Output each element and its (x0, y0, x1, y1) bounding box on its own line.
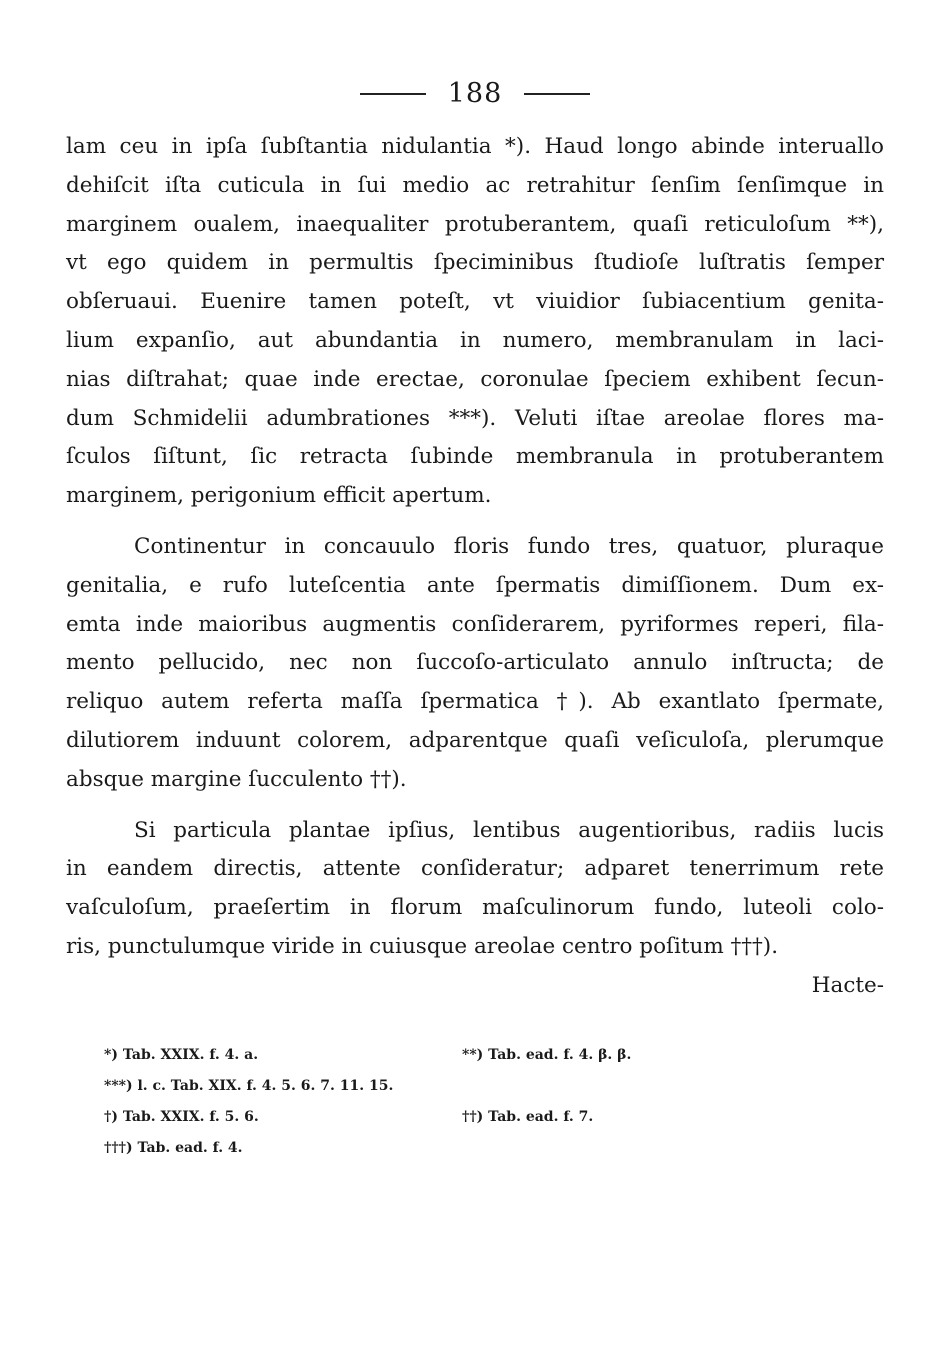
text-line: genitalia, e rufo luteſcentia ante ſpermatis dimiſſionem. Dum ex- (66, 572, 884, 598)
header-rule-left (360, 93, 426, 95)
text-line: vaſculoſum, praeſertim in florum maſculinorum fundo, luteoli colo- (66, 895, 884, 921)
text-line: mento pellucido, nec non ſuccoſo-articulato annulo inſtructa; de (66, 650, 884, 676)
text-line: nias diſtrahat; quae inde erectae, coronulae ſpeciem exhibent ſecun- (66, 366, 884, 392)
text-line: lium expanſio, aut abundantia in numero, membranulam in laci- (66, 327, 884, 353)
footnote: †††) Tab. ead. f. 4. (104, 1140, 243, 1156)
text-line: ſculos ſiſtunt, ſic retracta ſubinde membranula in protuberantem (66, 444, 884, 470)
text-line: obſeruaui. Euenire tamen poteſt, vt viuidior ſubiacentium genita- (66, 289, 884, 315)
text-line: absque margine ſucculento ††). (66, 766, 407, 792)
footnote: **) Tab. ead. f. 4. β. β. (462, 1047, 632, 1063)
text-line: marginem oualem, inaequaliter protuberantem, quaſi reticuloſum **), (66, 211, 884, 237)
header-rule-right (524, 93, 590, 95)
footnote: ***) l. c. Tab. XIX. f. 4. 5. 6. 7. 11. 15. (104, 1078, 394, 1094)
text-line: vt ego quidem in permultis ſpeciminibus ſtudioſe luſtratis ſemper (66, 250, 884, 276)
footnote: *) Tab. XXIX. f. 4. a. (104, 1047, 259, 1063)
page-header (0, 78, 950, 109)
text-line: dilutiorem induunt colorem, adparentque quaſi veſiculoſa, plerumque (66, 727, 884, 753)
text-line: emta inde maioribus augmentis conſiderarem, pyriformes reperi, fila- (66, 611, 884, 637)
footnote-row (104, 1133, 744, 1164)
text-line: Si particula plantae ipſius, lentibus augentioribus, radiis lucis (134, 817, 884, 843)
paragraph-1 (66, 128, 884, 516)
footnote-row (104, 1040, 744, 1071)
footnote: ††) Tab. ead. f. 7. (462, 1109, 594, 1125)
text-line: marginem, perigonium efficit apertum. (66, 483, 492, 509)
page-number: 188 (447, 78, 503, 109)
footnote-row (104, 1071, 744, 1102)
paragraph-2 (66, 528, 884, 800)
footnote-row (104, 1102, 744, 1133)
main-text (66, 128, 884, 1006)
text-line: ris, punctulumque viride in cuiusque areolae centro poſitum †††). (66, 933, 779, 959)
text-line: dum Schmidelii adumbrationes ***). Veluti iſtae areolae flores ma- (66, 405, 884, 431)
paragraph-3 (66, 812, 884, 967)
text-line: in eandem directis, attente conſideratur; adparet tenerrimum rete (66, 856, 884, 882)
footnotes (104, 1040, 744, 1164)
text-line: reliquo autem referta maſſa ſpermatica †). Ab exantlato ſpermate, (66, 689, 884, 715)
text-line: Continentur in concauulo floris fundo tres, quatuor, pluraque (134, 533, 884, 559)
text-line: dehiſcit iſta cuticula in ſui medio ac retrahitur ſenſim ſenſimque in (66, 172, 884, 198)
footnote: †) Tab. XXIX. f. 5. 6. (104, 1109, 259, 1125)
catchword: Hacte- (811, 972, 884, 998)
text-line: lam ceu in ipſa ſubſtantia nidulantia *). Haud longo abinde interuallo (66, 134, 884, 159)
